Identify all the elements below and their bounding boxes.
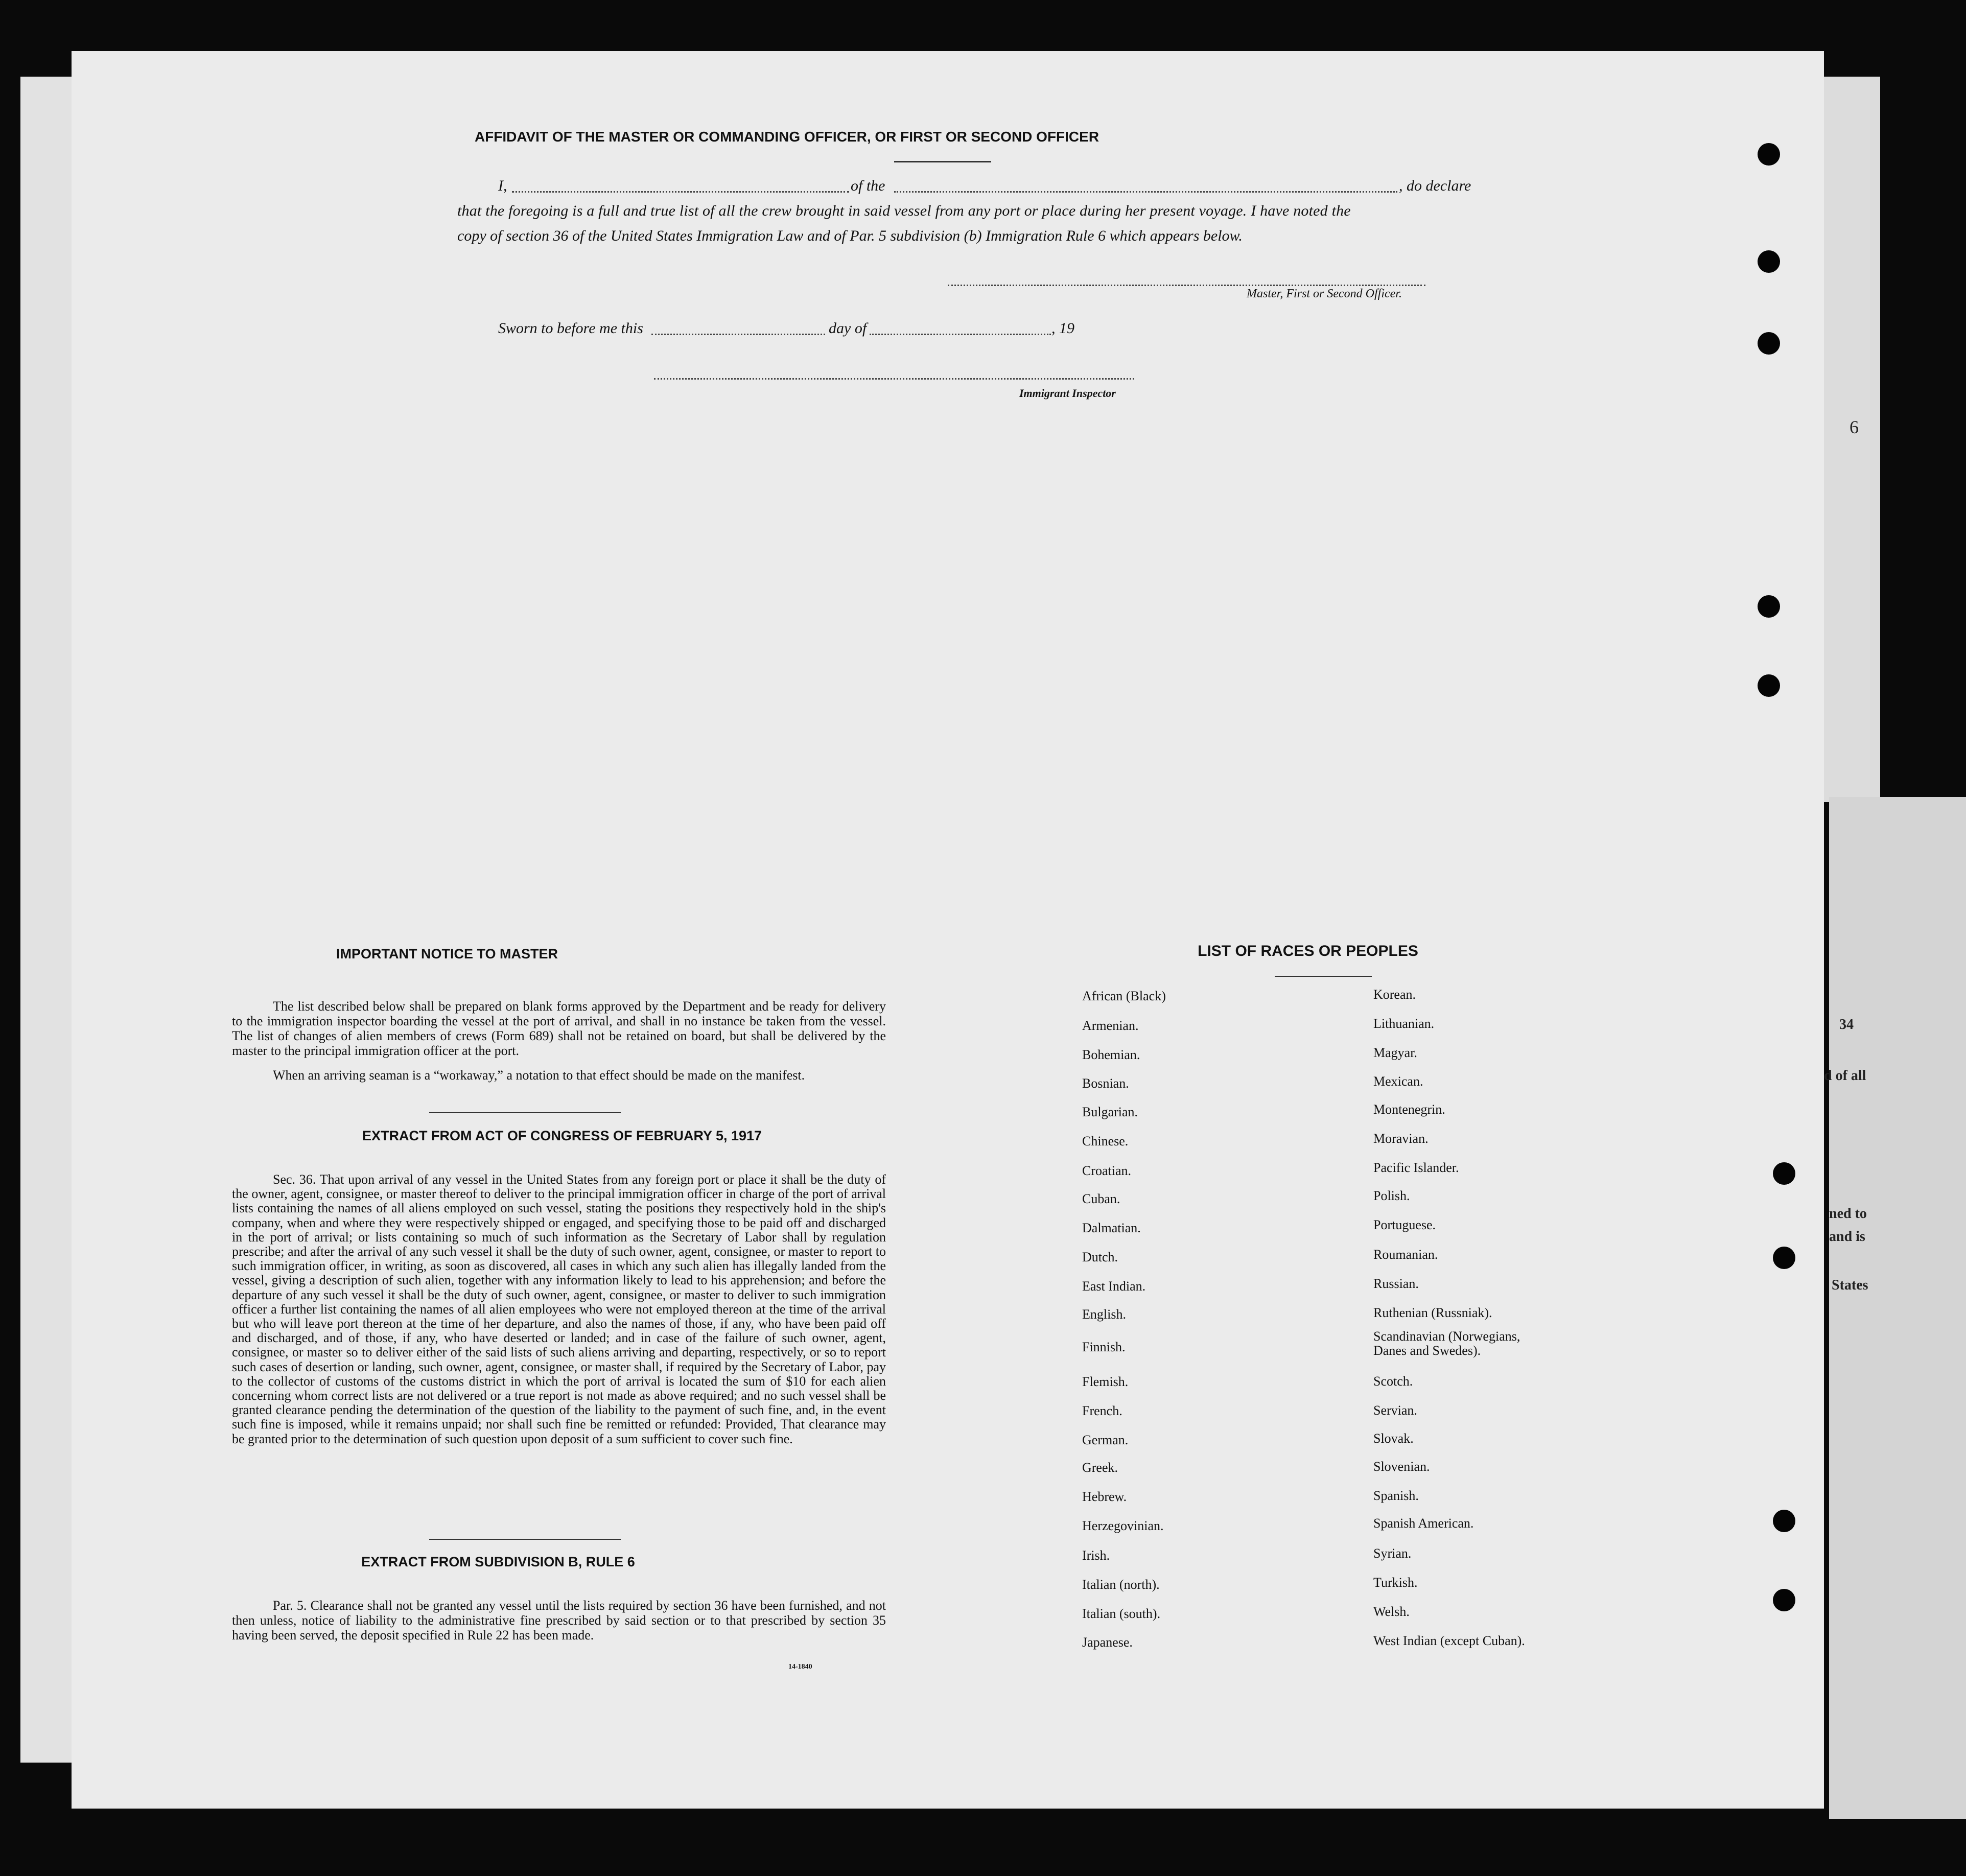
race-item: German.: [1082, 1433, 1129, 1447]
edge-text: ned to: [1829, 1206, 1867, 1222]
race-item: Syrian.: [1373, 1546, 1412, 1561]
inspector-signature-field[interactable]: [654, 378, 1134, 380]
race-item: Polish.: [1373, 1188, 1410, 1203]
race-item: Dalmatian.: [1082, 1221, 1141, 1235]
edge-text: d of all: [1824, 1068, 1866, 1084]
sworn-label: Sworn to before me this: [498, 320, 643, 337]
binder-hole: [1773, 1589, 1795, 1611]
race-item: Welsh.: [1373, 1604, 1410, 1619]
title-rule: [894, 161, 991, 162]
race-item: Dutch.: [1082, 1250, 1118, 1264]
race-item: Cuban.: [1082, 1191, 1120, 1206]
race-item: East Indian.: [1082, 1279, 1146, 1294]
race-item: Hebrew.: [1082, 1489, 1127, 1504]
extract-act-title: EXTRACT FROM ACT OF CONGRESS OF FEBRUARY 5, 1917: [362, 1128, 762, 1143]
binder-hole: [1773, 1247, 1795, 1269]
manifest-page: [72, 51, 1824, 1809]
race-item: Portuguese.: [1373, 1217, 1436, 1232]
race-item: Greek.: [1082, 1460, 1118, 1475]
binder-hole: [1773, 1162, 1795, 1185]
vessel-field[interactable]: [894, 191, 1397, 193]
race-item: Herzegovinian.: [1082, 1518, 1164, 1533]
race-item: Magyar.: [1373, 1045, 1417, 1060]
race-item: Bosnian.: [1082, 1076, 1129, 1091]
race-item: African (Black): [1082, 989, 1166, 1003]
race-item: Italian (south).: [1082, 1606, 1161, 1621]
race-item: Korean.: [1373, 987, 1416, 1002]
race-item: Servian.: [1373, 1403, 1417, 1418]
race-item: Slovenian.: [1373, 1459, 1430, 1474]
affidavit-line-2: that the foregoing is a full and true list of all the crew brought in said vessel from any port or place during her present voyage. I have noted the: [457, 202, 1351, 219]
sworn-day-field[interactable]: [651, 334, 825, 335]
race-item: Montenegrin.: [1373, 1102, 1445, 1117]
binder-hole: [1758, 143, 1780, 166]
race-item: Scotch.: [1373, 1374, 1413, 1389]
race-item: Finnish.: [1082, 1340, 1126, 1354]
race-item: Spanish.: [1373, 1488, 1419, 1503]
race-item: Irish.: [1082, 1548, 1110, 1563]
race-item: Russian.: [1373, 1276, 1419, 1291]
back-sheet: [1819, 77, 1880, 802]
binder-hole: [1758, 332, 1780, 355]
race-item: English.: [1082, 1307, 1126, 1322]
race-item: Chinese.: [1082, 1134, 1129, 1148]
edge-text: 6: [1850, 417, 1859, 437]
extract-act-text: Sec. 36. That upon arrival of any vessel in the United States from any foreign port or place it shall be the duty of the owner, agent, consignee, or master thereof to deliver to the principal immigration officer in charge of the port of arrival lists containing the names of all aliens employed on such vessel, stating the positions they respectively hold in the ship's company, when and where they were respectively shipped or engaged, and specifying those to be paid off and discharged in the port of arrival; or lists containing so much of such information as the Secretary of Labor shall by regulation prescribe; and after the arrival of any such vessel it shall be the duty of such owner, agent, consignee, or master to report to such immigration officer, in writing, as soon as discovered, all cases in which any such alien has illegally landed from the vessel, giving a description of such alien, together with any information likely to lead to his apprehension; and before the departure of any such vessel it shall be the duty of such owner, agent, consignee, or master to deliver to such immigration officer a further list containing the names of all alien employees who were not employed thereon at the time of the arrival but who will leave port thereon at the time of her departure, and also the names of those, if any, who have been paid off and discharged, and of those, if any, who have deserted or landed; and in case of the failure of such owner, agent, consignee, or master so to deliver either of the said lists of such aliens arriving and departing, respectively, or so to report such cases of desertion or landing, such owner, agent, consignee, or master shall, if required by the Secretary of Labor, pay to the collector of customs of the customs district in which the port of arrival is located the sum of $10 for each alien concerning whom correct lists are not delivered or a true report is not made as above required; and no such vessel shall be granted clearance pending the determination of the question of the liability to the payment of such fine, and, in the event such fine is imposed, while it remains unpaid; nor shall such fine be remitted or refunded: Provided, That clearance may be granted prior to the determination of such question upon deposit of a sum sufficient to cover such fine.: [232, 1172, 886, 1446]
race-item: Croatian.: [1082, 1163, 1132, 1178]
notice-title: IMPORTANT NOTICE TO MASTER: [336, 946, 558, 962]
race-item: Scandinavian (Norwegians, Danes and Swedes).: [1373, 1329, 1520, 1358]
extract-rule-title: EXTRACT FROM SUBDIVISION B, RULE 6: [361, 1554, 635, 1569]
race-item: Pacific Islander.: [1373, 1160, 1459, 1175]
race-item: Lithuanian.: [1373, 1016, 1435, 1031]
edge-text: States: [1832, 1277, 1868, 1293]
race-item: Ruthenian (Russniak).: [1373, 1305, 1492, 1320]
race-item: Moravian.: [1373, 1131, 1429, 1146]
section-rule: [429, 1539, 621, 1540]
race-item: Turkish.: [1373, 1575, 1418, 1590]
race-item: Slovak.: [1373, 1431, 1414, 1446]
race-item: Bohemian.: [1082, 1047, 1140, 1062]
race-item: Flemish.: [1082, 1374, 1129, 1389]
edge-text: and is: [1829, 1229, 1865, 1245]
back-sheet-lower: [1829, 797, 1966, 1819]
year-label: , 19: [1051, 320, 1074, 337]
section-rule: [429, 1112, 621, 1113]
binder-hole: [1758, 674, 1780, 697]
race-item: French.: [1082, 1403, 1122, 1418]
race-item: Spanish American.: [1373, 1516, 1474, 1531]
race-item: Bulgarian.: [1082, 1105, 1138, 1119]
race-item: Japanese.: [1082, 1635, 1133, 1650]
edge-page-number: 34: [1839, 1017, 1854, 1033]
affidavit-title: AFFIDAVIT OF THE MASTER OR COMMANDING OFFICER, OR FIRST OR SECOND OFFICER: [474, 129, 1099, 145]
extract-rule-text: Par. 5. Clearance shall not be granted any vessel until the lists required by section 36 have been furnished, and not then unless, notice of liability to the administrative fine prescribed by said section or to that prescribed by section 35 having been served, the deposit specified in Rule 22 has been made.: [232, 1598, 886, 1643]
affidavit-declare-label: , do declare: [1399, 177, 1471, 194]
race-item: Mexican.: [1373, 1074, 1423, 1089]
binder-hole: [1758, 250, 1780, 273]
notice-paragraph-1: The list described below shall be prepared on blank forms approved by the Department and be ready for delivery to the immigration inspector boarding the vessel at the port of arrival, and shall in no instance be taken from the vessel. The list of changes of alien members of crews (Form 689) shall not be retained on board, but shall be delivered by the master to the principal immigration officer at the port.: [232, 999, 886, 1058]
sworn-month-field[interactable]: [870, 334, 1051, 335]
race-item: Italian (north).: [1082, 1577, 1160, 1592]
binder-hole: [1773, 1510, 1795, 1532]
master-signature-label: Master, First or Second Officer.: [1247, 287, 1402, 300]
day-of-label: day of: [829, 320, 867, 337]
form-number: 14-1840: [788, 1663, 812, 1671]
inspector-label: Immigrant Inspector: [1019, 387, 1116, 400]
affidavit-of-the-label: of the: [851, 177, 885, 194]
race-item: West Indian (except Cuban).: [1373, 1633, 1525, 1648]
race-item: Roumanian.: [1373, 1247, 1438, 1262]
notice-paragraph-2: When an arriving seaman is a “workaway,” a notation to that effect should be made on the manifest.: [273, 1068, 805, 1083]
name-field[interactable]: [512, 191, 849, 193]
affidavit-i-label: I,: [498, 177, 507, 194]
binder-hole: [1758, 595, 1780, 618]
races-title: LIST OF RACES OR PEOPLES: [1198, 943, 1418, 959]
master-signature-field[interactable]: [948, 285, 1425, 286]
race-item: Armenian.: [1082, 1018, 1139, 1033]
races-title-rule: [1275, 976, 1372, 977]
affidavit-line-3: copy of section 36 of the United States Immigration Law and of Par. 5 subdivision (b) Immigration Rule 6 which appears below.: [457, 227, 1243, 244]
